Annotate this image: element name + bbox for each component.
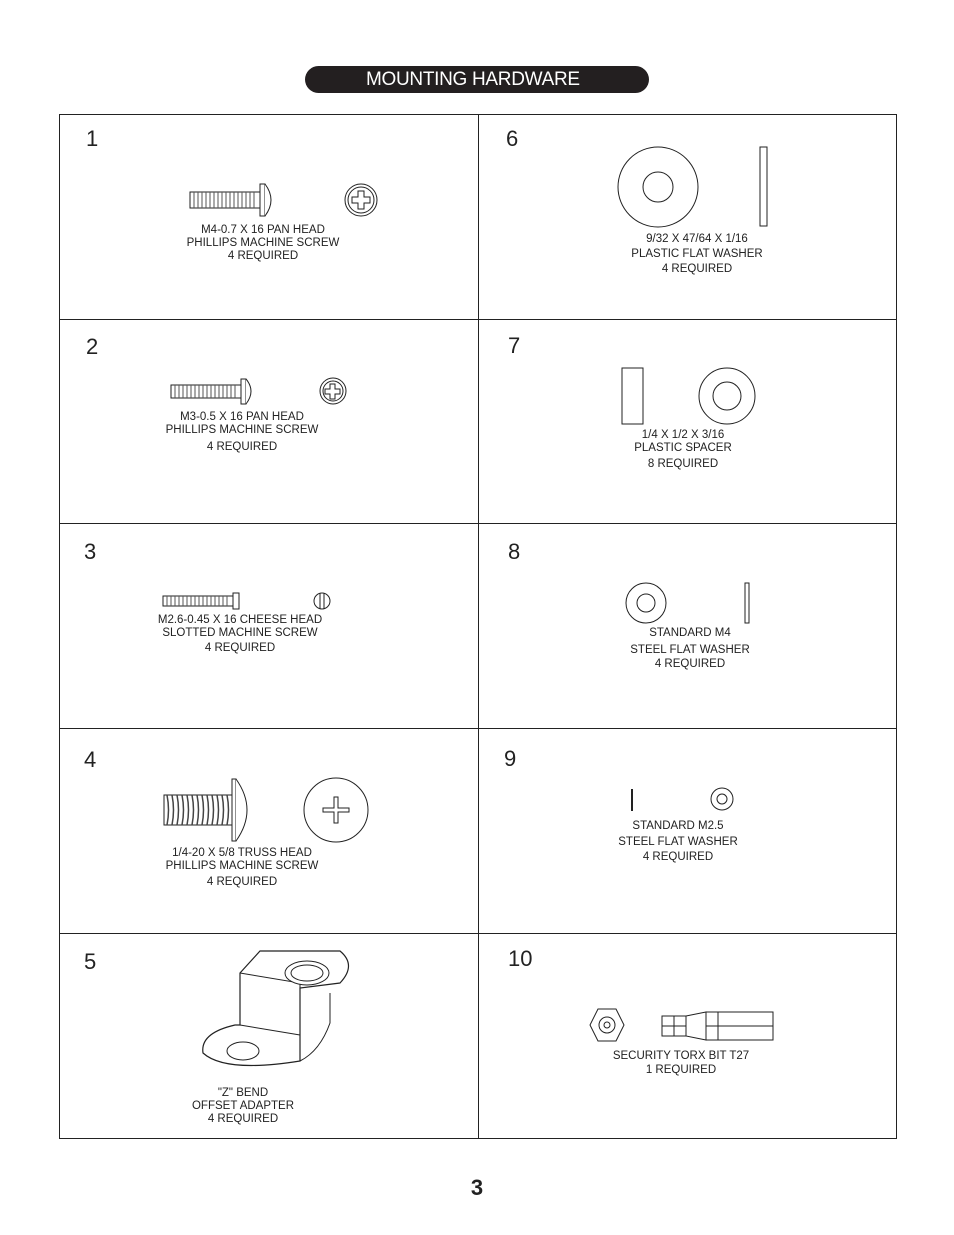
caption-line: M4-0.7 X 16 PAN HEAD [201,224,325,236]
caption-line: 4 REQUIRED [654,658,726,670]
caption-line: 1/4-20 X 5/8 TRUSS HEAD [172,847,312,859]
item-caption [166,847,319,889]
steel-flat-washer-m2-5-icon [628,787,738,813]
security-torx-bit-icon [588,1007,778,1045]
grid-divider-row-3 [59,728,897,729]
item-number: 10 [508,946,533,971]
caption-line: 1/4 X 1/2 X 3/16 [641,429,725,441]
caption-line: OFFSET ADAPTER [191,1100,295,1112]
item-caption [630,627,750,671]
caption-line: 4 REQUIRED [207,1113,279,1125]
caption-line: 8 REQUIRED [647,458,719,470]
item-caption [613,1050,749,1077]
item-caption [187,224,340,263]
caption-line: SLOTTED MACHINE SCREW [162,627,318,639]
caption-line: 4 REQUIRED [642,851,714,863]
z-bend-offset-adapter-icon [195,943,360,1073]
item-caption [634,429,732,471]
caption-line: 4 REQUIRED [204,642,276,654]
caption-line: 1 REQUIRED [645,1064,717,1076]
truss-head-screw-icon [158,775,373,845]
item-number: 7 [508,333,521,358]
caption-line: M3-0.5 X 16 PAN HEAD [180,411,304,423]
item-caption [192,1087,294,1126]
plastic-spacer-icon [620,366,760,428]
caption-line: STANDARD M2.5 [632,820,724,832]
caption-line: SECURITY TORX BIT T27 [612,1050,750,1062]
grid-divider-vertical [478,114,479,1139]
caption-line: PLASTIC SPACER [634,442,732,454]
item-caption [158,614,322,655]
section-title: MOUNTING HARDWARE [366,69,580,90]
caption-line: 4 REQUIRED [227,250,299,262]
caption-line: PLASTIC FLAT WASHER [631,248,763,260]
item-number: 2 [86,334,99,359]
item-number: 1 [86,126,99,151]
caption-line: STEEL FLAT WASHER [630,644,750,656]
pan-head-screw-m3-icon [168,376,358,411]
item-number: 6 [506,126,519,151]
caption-line: M2.6-0.45 X 16 CHEESE HEAD [157,614,323,626]
caption-line: 4 REQUIRED [206,876,278,888]
cheese-head-screw-icon [160,590,335,612]
caption-line: PHILLIPS MACHINE SCREW [165,860,319,872]
caption-line: "Z" BEND [217,1087,269,1099]
steel-flat-washer-m4-icon [625,582,755,626]
item-caption [166,411,319,454]
grid-divider-row-1 [59,319,897,320]
pan-head-screw-m4-icon [185,178,385,223]
item-number: 5 [84,949,97,974]
item-number: 4 [84,747,97,772]
grid-divider-row-2 [59,523,897,524]
caption-line: 4 REQUIRED [206,441,278,453]
caption-line: PHILLIPS MACHINE SCREW [186,237,340,249]
item-caption [618,820,738,864]
caption-line: PHILLIPS MACHINE SCREW [165,424,319,436]
section-title-banner [305,66,649,93]
page-number: 3 [470,1175,484,1200]
item-caption [631,233,762,276]
caption-line: 9/32 X 47/64 X 1/16 [646,233,748,245]
caption-line: STEEL FLAT WASHER [618,836,738,848]
caption-line: 4 REQUIRED [661,263,733,275]
caption-line: STANDARD M4 [649,627,731,639]
plastic-flat-washer-icon [615,145,775,230]
grid-divider-row-4 [59,933,897,934]
item-number: 9 [504,746,517,771]
item-number: 3 [84,539,97,564]
item-number: 8 [508,539,521,564]
